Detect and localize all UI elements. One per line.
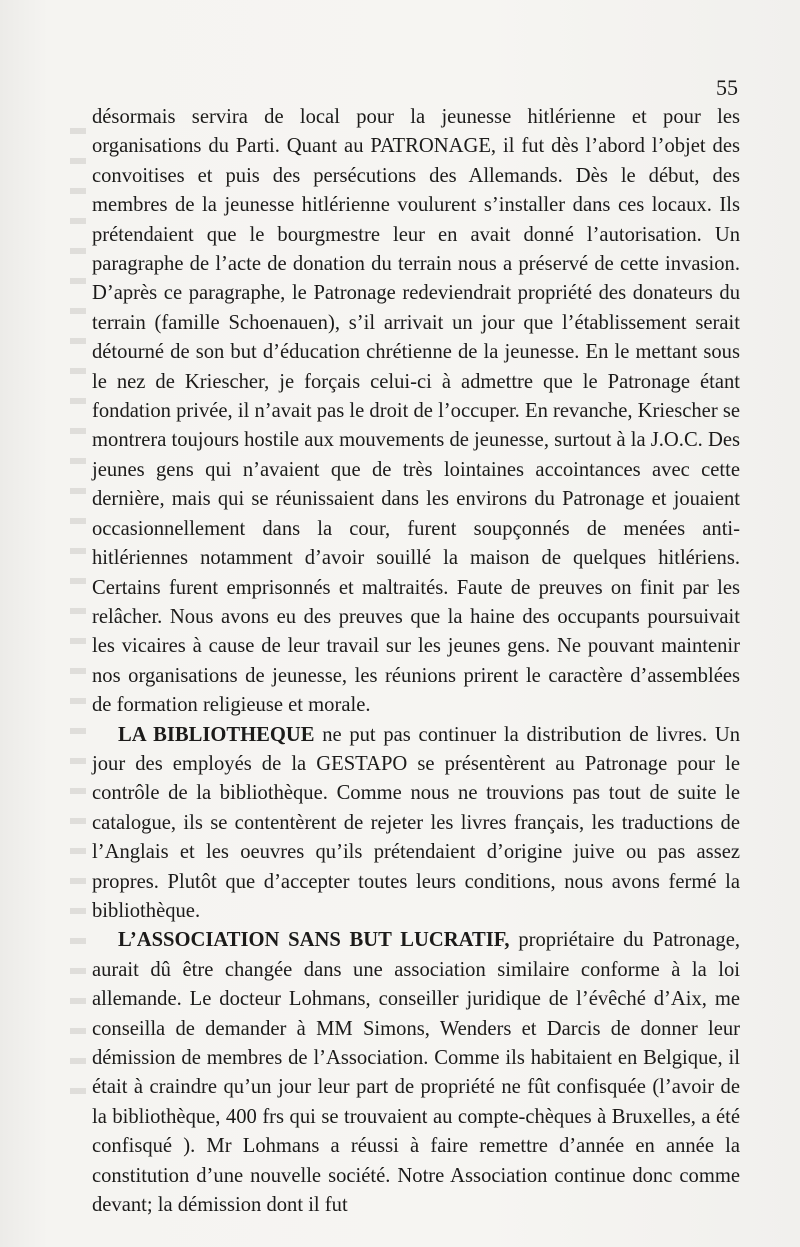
page-number: 55 — [716, 75, 738, 100]
paragraph-text: désormais servira de local pour la jeunesse hitlérienne et pour les organisations du Parti. Quant au PATRONAGE, il fut dès l’abord l’objet des convoitises et puis des persécutions des Allemands. Dès le début, des membres de la jeunesse hitlérienne voulurent s’installer dans ces locaux. Ils prétendaient que le bourgmestre leur en avait donné l’autorisation. Un paragraphe de l’acte de donation du terrain nous a préservé de cette invasion. D’après ce paragraphe, le Patronage redeviendrait propriété des donateurs du terrain (famille Schoenauen), s’il arrivait un jour que l’établissement serait détourné de son but d’éducation chrétienne de la jeunesse. En le mettant sous le nez de Kriescher, je forçais celui-ci à admettre que le Patronage étant fondation privée, il n’avait pas le droit de l’occuper. En revanche, Kriescher se montrera toujours hostile aux mouvements de jeunesse, surtout à la J.O.C. Des jeunes gens qui n’avaient que de très lointaines accointances avec cette dernière, mais qui se réunissaient dans les environs du Patronage et jouaient occasionnellement dans la cour, furent soupçonnés de menées anti-hitlériennes notamment d’avoir souillé la maison de quelques hitlériens. Certains furent emprisonnés et maltraités. Faute de preuves on finit par les relâcher. Nous avons eu des preuves que la haine des occupants poursuivait les vicaires à cause de leur travail sur les jeunes gens. Ne pouvant maintenir nos organisations de jeunesse, les réunions prirent le caractère d’assemblées de formation religieuse et morale. — [92, 106, 741, 717]
paragraph-bibliotheque — [92, 721, 740, 927]
section-heading-association: L’ASSOCIATION SANS BUT LUCRATIF, — [118, 929, 510, 952]
paragraph-text: ne put pas continuer la distribution de livres. Un jour des employés de la GESTAPO se présentèrent au Patronage pour le contrôle de la bibliothèque. Comme nous ne trouvions pas tout de suite le catalogue, ils se contentèrent de rejeter les livres français, les traductions de l’Anglais et les oeuvres qu’ils prétendaient d’origine juive ou pas assez propres. Plutôt que d’accepter toutes leurs conditions, nous avons fermé la bibliothèque. — [92, 723, 740, 922]
body-text — [92, 103, 740, 1220]
section-heading-bibliotheque: LA BIBLIOTHEQUE — [118, 723, 315, 746]
paragraph-association — [92, 926, 740, 1220]
paragraph-patronage — [92, 103, 740, 721]
paragraph-text: propriétaire du Patronage, aurait dû être changée dans une association similaire conforme à la loi allemande. Le docteur Lohmans, conseiller juridique de l’évêché d’Aix, me conseilla de demander à MM Simons, Wenders et Darcis de donner leur démission de membres de l’Association. Comme ils habitaient en Belgique, il était à craindre qu’un jour leur part de propriété ne fût confisquée (l’avoir de la bibliothèque, 400 frs qui se trouvaient au compte-chèques à Bruxelles, a été confisqué ). Mr Lohmans a réussi à faire remettre d’année en année la constitution d’une nouvelle société. Notre Association continue donc comme devant; la démission dont il fut — [92, 929, 740, 1217]
bleed-through-marks — [70, 110, 86, 1110]
